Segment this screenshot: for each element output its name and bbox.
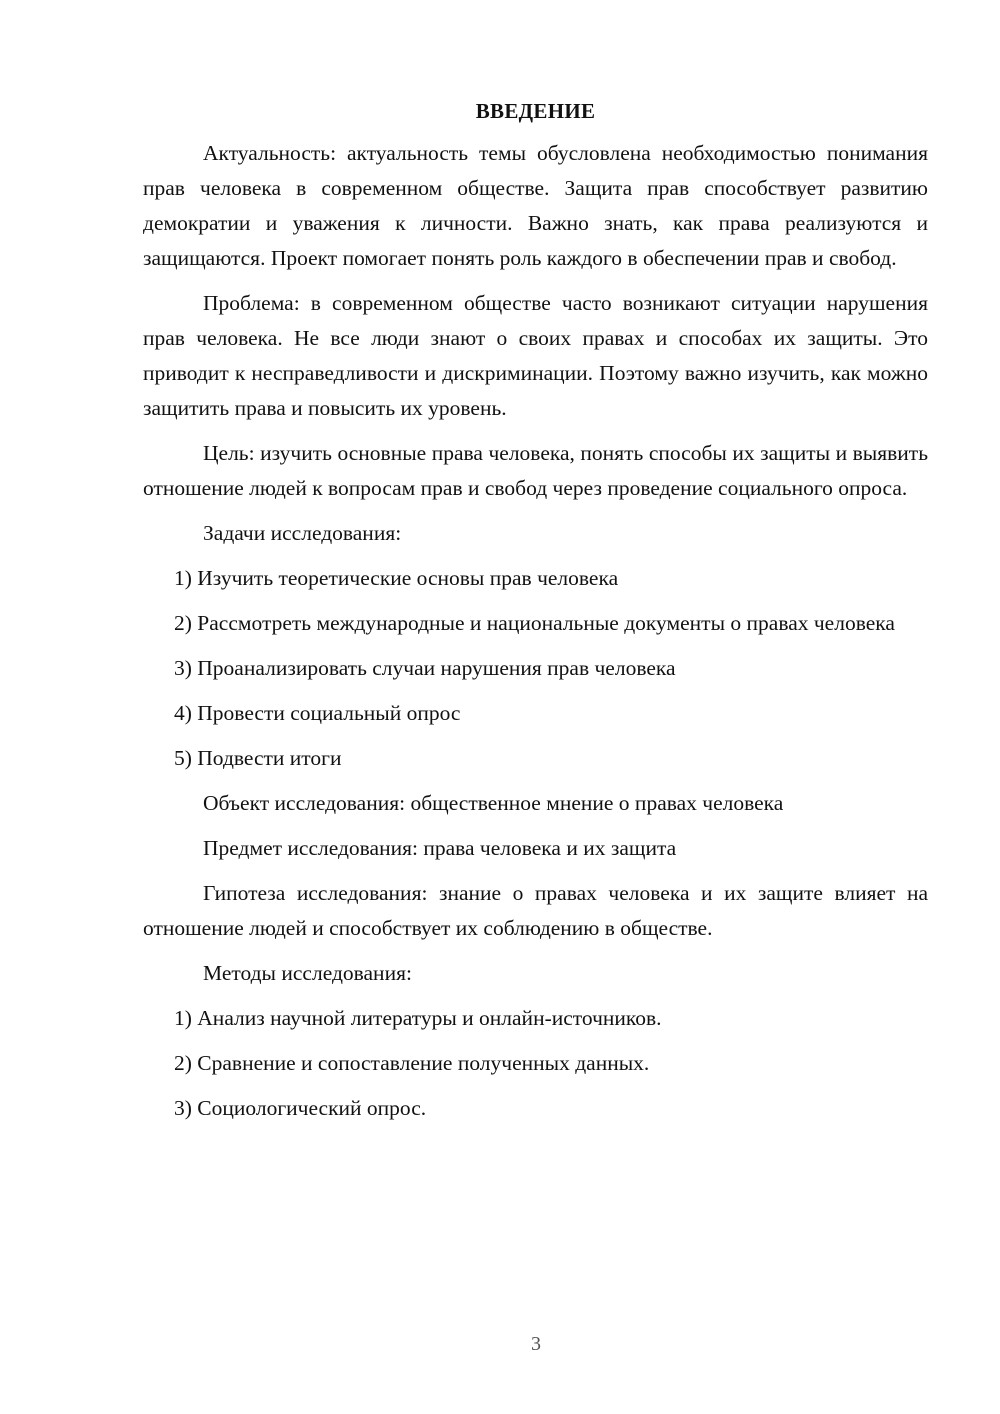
task-item: 1) Изучить теоретические основы прав человека — [174, 566, 619, 590]
object-line: Объект исследования: общественное мнение о правах человека — [203, 791, 784, 815]
hypothesis-paragraph: Гипотеза исследования: знание о правах человека и их защите влияет на отношение людей и способствует их соблюдению в обществе. — [143, 881, 928, 940]
task-item: 5) Подвести итоги — [174, 746, 342, 770]
method-item: 1) Анализ научной литературы и онлайн-источников. — [174, 1006, 662, 1030]
methods-heading: Методы исследования: — [203, 961, 412, 985]
subject-line: Предмет исследования: права человека и их защита — [203, 836, 677, 860]
page-content — [143, 94, 928, 1136]
method-item: 2) Сравнение и сопоставление полученных данных. — [174, 1051, 650, 1075]
tasks-heading: Задачи исследования: — [203, 521, 402, 545]
goal-paragraph: Цель: изучить основные права человека, понять способы их защиты и выявить отношение людей к вопросам прав и свобод через проведение социального опроса. — [143, 441, 928, 500]
relevance-paragraph: Актуальность: актуальность темы обусловлена необходимостью понимания прав человека в современном обществе. Защита прав способствует развитию демократии и уважения к личности. Важно знать, как права реализуются и защищаются. Проект помогает понять роль каждого в обеспечении прав и свобод. — [143, 141, 928, 270]
task-item: 4) Провести социальный опрос — [174, 701, 461, 725]
problem-paragraph: Проблема: в современном обществе часто возникают ситуации нарушения прав человека. Не все люди знают о своих правах и способах их защиты. Это приводит к несправедливости и дискриминации. Поэтому важно изучить, как можно защитить права и повысить их уровень. — [143, 291, 928, 420]
page-number: 3 — [531, 1333, 541, 1355]
task-item: 3) Проанализировать случаи нарушения прав человека — [174, 656, 676, 680]
task-item: 2) Рассмотреть международные и национальные документы о правах человека — [174, 611, 895, 635]
method-item: 3) Социологический опрос. — [174, 1096, 427, 1120]
section-title: ВВЕДЕНИЕ — [475, 99, 596, 123]
